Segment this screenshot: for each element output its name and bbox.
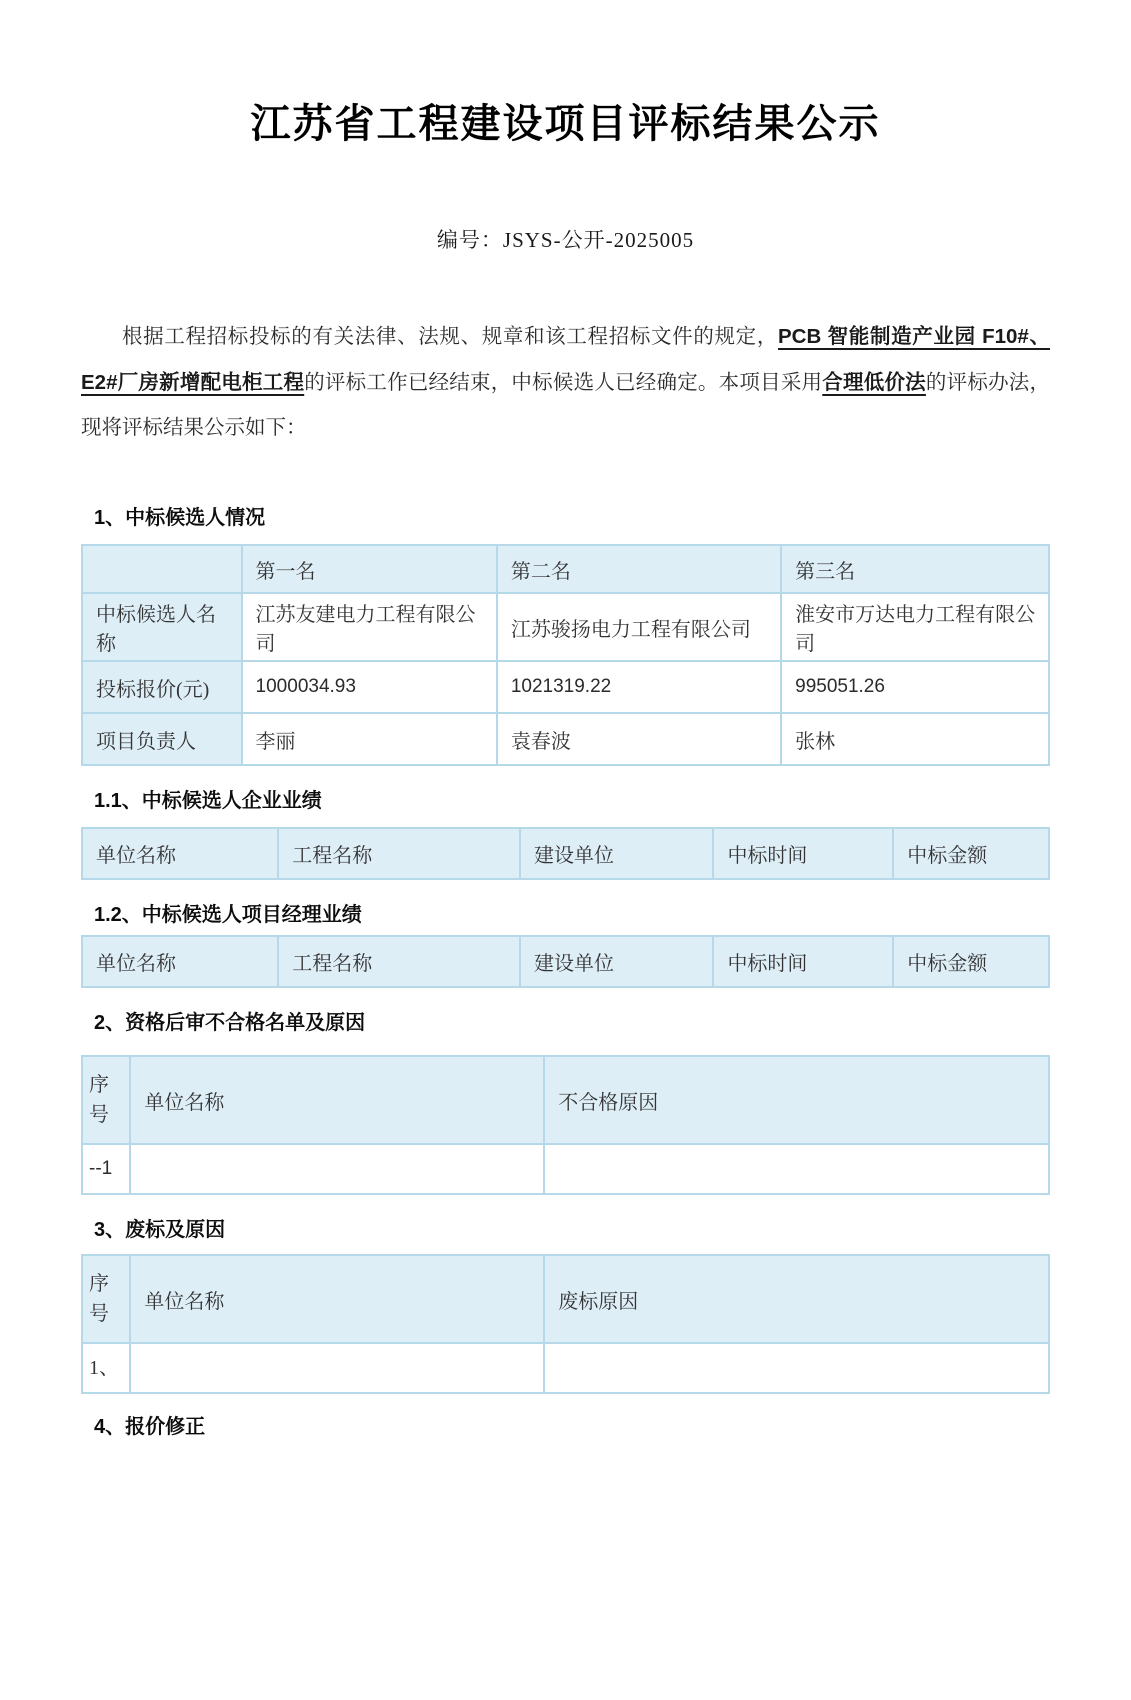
table-header-row [82, 936, 1049, 987]
col-project-name: 工程名称 [278, 828, 520, 879]
empty-corner-cell [82, 545, 242, 593]
intro-suffix: 的评标办法，现将评标结果公示如下： [81, 372, 1051, 439]
bid-price-2: 1021319.22 [497, 661, 781, 713]
col-reason: 废标原因 [544, 1255, 1049, 1343]
rank-3-header: 第三名 [781, 545, 1049, 593]
col-unit-name: 单位名称 [82, 828, 278, 879]
section-4-heading: 4、报价修正 [94, 1416, 206, 1438]
candidates-table [81, 544, 1050, 766]
col-serial-no: 序号 [82, 1056, 130, 1144]
table-header-row [82, 545, 1049, 593]
bid-price-3: 995051.26 [781, 661, 1049, 713]
col-unit-name: 单位名称 [130, 1255, 544, 1343]
doc-number: 编号：JSYS-公开-2025005 [436, 228, 695, 252]
table-header-row [82, 828, 1049, 879]
unit-name-cell [130, 1144, 544, 1194]
col-serial-no: 序号 [82, 1255, 130, 1343]
col-award-amount: 中标金额 [893, 828, 1049, 879]
manager-record-table [81, 935, 1050, 988]
row-label: 项目负责人 [82, 713, 242, 765]
table-row [82, 661, 1049, 713]
table-header-row [82, 1056, 1049, 1144]
section-1-1-heading: 1.1、中标候选人企业业绩 [94, 790, 322, 812]
section-1-heading: 1、中标候选人情况 [94, 507, 266, 529]
candidate-1-name: 江苏友建电力工程有限公司 [242, 593, 497, 661]
rank-2-header: 第二名 [497, 545, 781, 593]
intro-paragraph [81, 314, 1050, 451]
row-label: 投标报价(元) [82, 661, 242, 713]
table-row [82, 593, 1049, 661]
intro-prefix: 根据工程招标投标的有关法律、法规、规章和该工程招标文件的规定， [122, 326, 778, 348]
col-award-time: 中标时间 [713, 936, 893, 987]
serial-no-cell: 1、 [82, 1343, 130, 1393]
document-page [0, 100, 1131, 1700]
rank-1-header: 第一名 [242, 545, 497, 593]
evaluation-method: 合理低价法 [822, 371, 926, 394]
page-title: 江苏省工程建设项目评标结果公示 [250, 101, 881, 146]
unqualified-table [81, 1055, 1050, 1195]
col-build-unit: 建设单位 [520, 828, 713, 879]
reason-cell [544, 1144, 1049, 1194]
table-row [82, 1343, 1049, 1393]
candidate-2-name: 江苏骏扬电力工程有限公司 [497, 593, 781, 661]
section-3-heading: 3、废标及原因 [94, 1219, 226, 1241]
bid-price-1: 1000034.93 [242, 661, 497, 713]
project-name: PCB 智能制造产业园 F10#、E2#厂房新增配电柜工程 [81, 325, 1050, 394]
candidate-3-name: 淮安市万达电力工程有限公司 [781, 593, 1049, 661]
col-unit-name: 单位名称 [82, 936, 278, 987]
row-label: 中标候选人名称 [82, 593, 242, 661]
project-manager-1: 李丽 [242, 713, 497, 765]
table-header-row [82, 1255, 1049, 1343]
company-record-table [81, 827, 1050, 880]
section-1-2-heading: 1.2、中标候选人项目经理业绩 [94, 904, 362, 926]
serial-no-cell: --1 [82, 1144, 130, 1194]
reason-cell [544, 1343, 1049, 1393]
col-award-amount: 中标金额 [893, 936, 1049, 987]
section-2-heading: 2、资格后审不合格名单及原因 [94, 1012, 366, 1034]
project-manager-3: 张林 [781, 713, 1049, 765]
col-reason: 不合格原因 [544, 1056, 1049, 1144]
project-manager-2: 袁春波 [497, 713, 781, 765]
col-project-name: 工程名称 [278, 936, 520, 987]
unit-name-cell [130, 1343, 544, 1393]
table-row [82, 1144, 1049, 1194]
rejected-bid-table [81, 1254, 1050, 1394]
col-unit-name: 单位名称 [130, 1056, 544, 1144]
col-award-time: 中标时间 [713, 828, 893, 879]
col-build-unit: 建设单位 [520, 936, 713, 987]
intro-middle: 的评标工作已经结束，中标候选人已经确定。本项目采用 [304, 372, 823, 394]
table-row [82, 713, 1049, 765]
